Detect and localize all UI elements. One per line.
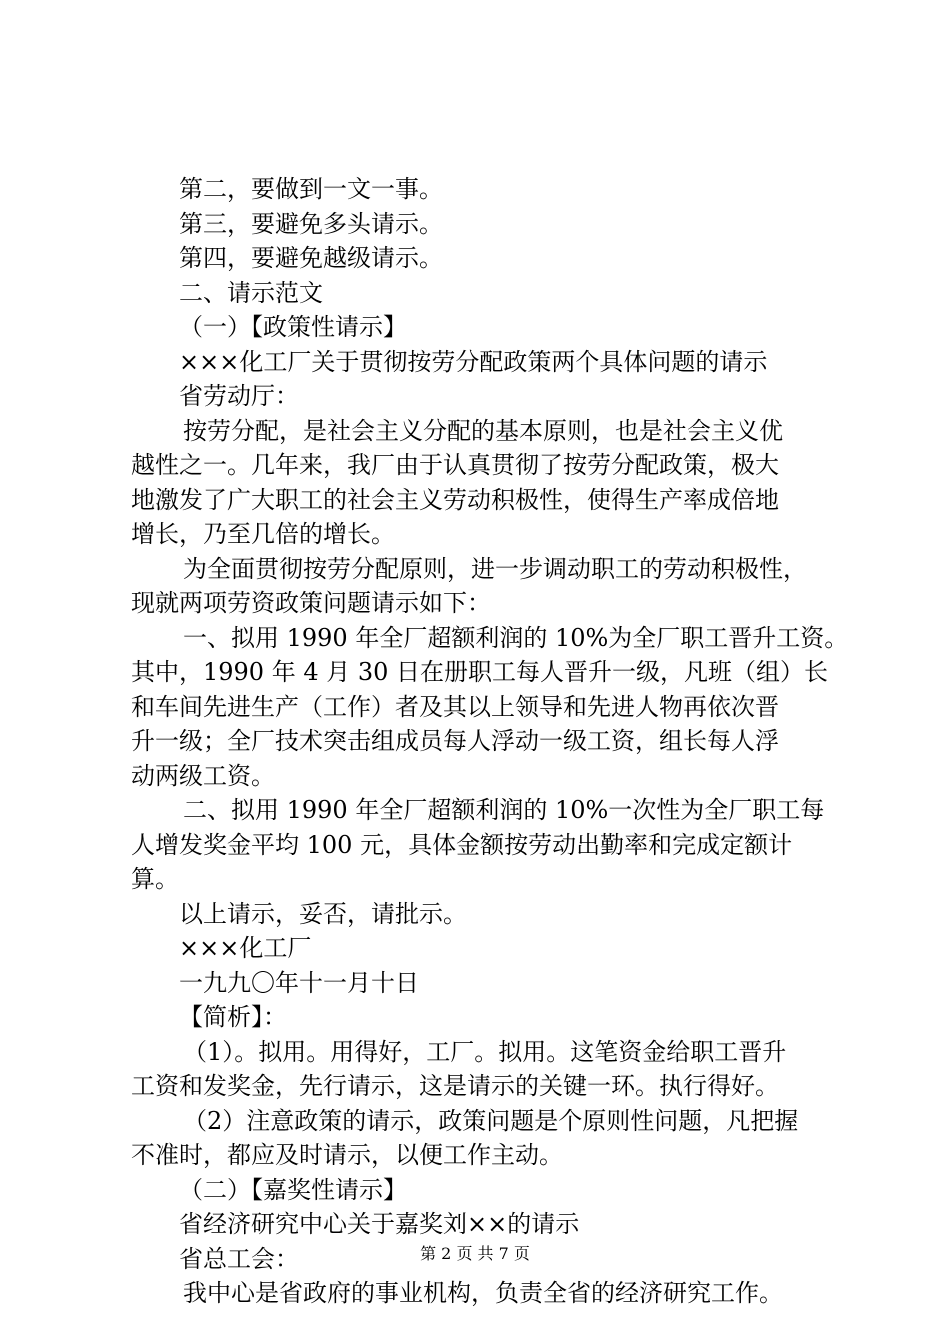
text-line: 一、拟用 1990 年全厂超额利润的 10%为全厂职工晋升工资。 <box>183 623 849 652</box>
text-line: 第二，要做到一文一事。 <box>179 175 443 203</box>
text-line: 【简析】： <box>179 1003 287 1031</box>
text-line: 人增发奖金平均 100 元，具体金额按劳动出勤率和完成定额计 <box>131 830 793 859</box>
page-footer: 第 2 页 共 7 页 <box>420 1244 530 1263</box>
text-line: 地激发了广大职工的社会主义劳动积极性，使得生产率成倍地 <box>131 485 779 514</box>
text-line: 工资和发奖金，先行请示，这是请示的关键一环。执行得好。 <box>131 1072 779 1100</box>
text-line: 二、拟用 1990 年全厂超额利润的 10%一次性为全厂职工每 <box>183 796 825 824</box>
text-line: 省经济研究中心关于嘉奖刘××的请示 <box>179 1210 580 1238</box>
text-line: 升一级；全厂技术突击组成员每人浮动一级工资，组长每人浮 <box>131 727 779 755</box>
text-line: 第四，要避免越级请示。 <box>179 244 443 272</box>
text-line: 越性之一。几年来，我厂由于认真贯彻了按劳分配政策，极大 <box>131 451 779 479</box>
text-line: （一）【政策性请示】 <box>179 313 407 341</box>
text-line: ×××化工厂 <box>179 934 312 962</box>
text-line: 以上请示，妥否，请批示。 <box>179 899 467 928</box>
text-line: 我中心是省政府的事业机构，负责全省的经济研究工作。 <box>183 1279 783 1307</box>
text-line: 第三，要避免多头请示。 <box>179 209 443 238</box>
text-line: 为全面贯彻按劳分配原则，进一步调动职工的劳动积极性， <box>183 554 807 583</box>
text-line: 算。 <box>131 865 179 893</box>
text-line: 动两级工资。 <box>131 761 275 790</box>
text-line: 一九九〇年十一月十日 <box>179 968 419 997</box>
text-line: （二）【嘉奖性请示】 <box>179 1175 407 1204</box>
text-line: （1）。拟用。用得好，工厂。拟用。这笔资金给职工晋升 <box>183 1037 787 1066</box>
text-line: 省总工会： <box>179 1244 299 1273</box>
document-body <box>131 172 849 1311</box>
text-line: 省劳动厅： <box>179 382 299 410</box>
text-line: 其中，1990 年 4 月 30 日在册职工每人晋升一级，凡班（组）长 <box>131 658 829 686</box>
text-line: （2）注意政策的请示，政策问题是个原则性问题，凡把握 <box>183 1106 799 1135</box>
text-line: 二、请示范文 <box>179 278 323 307</box>
text-line: 和车间先进生产（工作）者及其以上领导和先进人物再依次晋 <box>131 692 779 721</box>
text-line: 不准时，都应及时请示，以便工作主动。 <box>131 1141 563 1169</box>
text-line: 按劳分配，是社会主义分配的基本原则，也是社会主义优 <box>183 416 783 445</box>
text-line: 增长，乃至几倍的增长。 <box>131 520 395 548</box>
text-line: ×××化工厂关于贯彻按劳分配政策两个具体问题的请示 <box>179 347 768 376</box>
text-line: 现就两项劳资政策问题请示如下： <box>131 589 491 617</box>
